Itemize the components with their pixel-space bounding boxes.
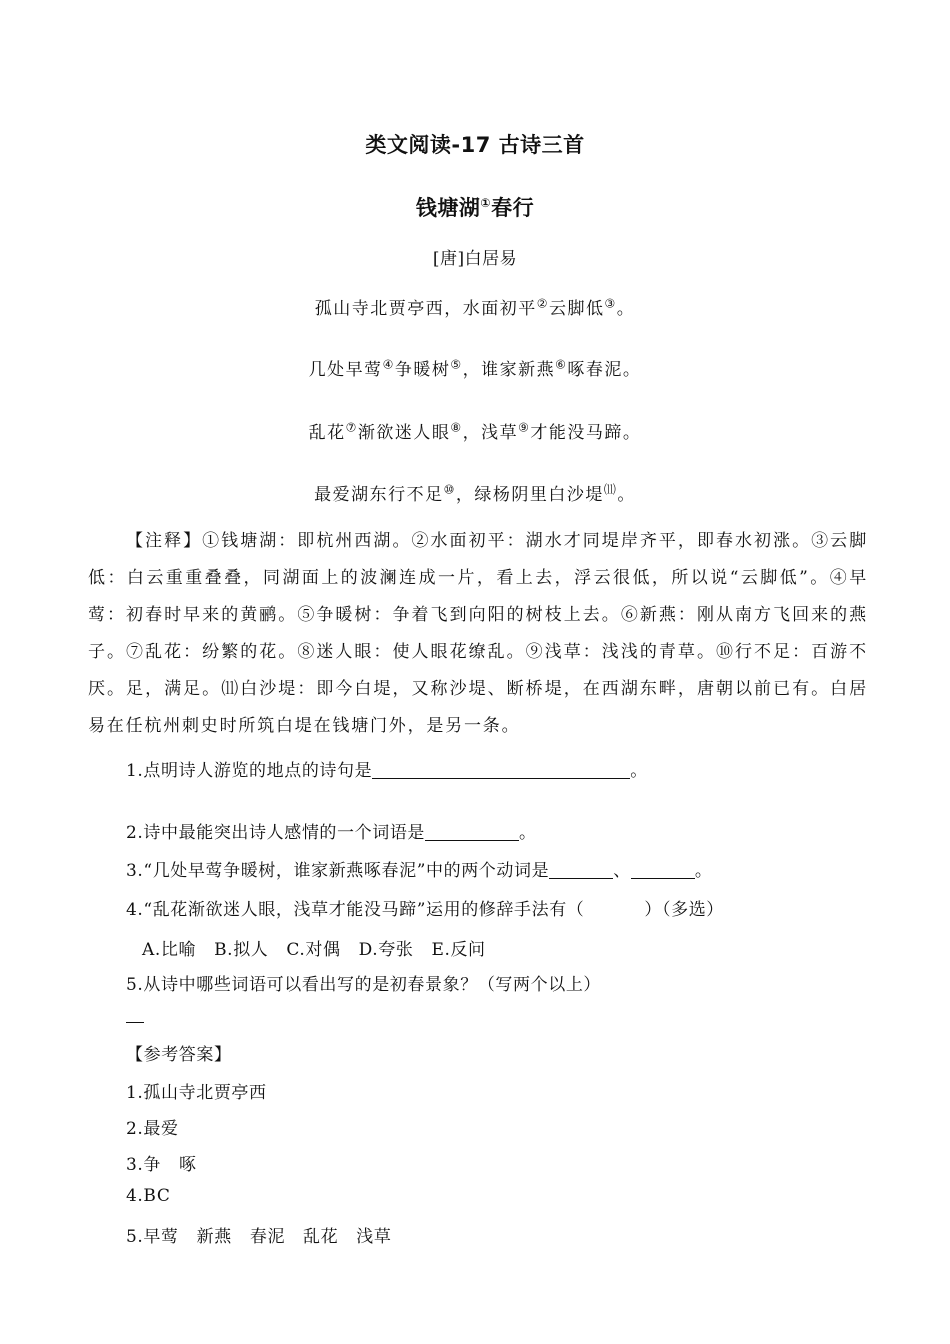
footnote-mark: ⑤: [450, 357, 463, 372]
answer-item: 1.孤山寺北贾亭西: [126, 1083, 267, 1103]
poem-author: [唐]白居易: [432, 249, 518, 269]
poem-text: 云脚低: [549, 299, 605, 319]
footnote-mark: ⑦: [345, 420, 358, 435]
poem-text: ，谁家新燕: [462, 360, 556, 380]
question-4: [126, 895, 724, 920]
option-item[interactable]: C.对偶: [286, 940, 341, 960]
poem-title-text-end: 春行: [491, 196, 535, 220]
question-text: 。: [519, 823, 537, 843]
answer-item: 2.最爱: [126, 1119, 179, 1139]
option-item[interactable]: B.拟人: [214, 940, 269, 960]
answer-item: 4.BC: [126, 1186, 171, 1206]
footnote-mark: ⑧: [450, 420, 463, 435]
answer-blank[interactable]: [425, 822, 519, 841]
poem-line: [0, 418, 950, 443]
option-item[interactable]: A.比喻: [142, 940, 197, 960]
question-text: 。: [694, 861, 713, 881]
poem-text: 几处早莺: [308, 360, 383, 380]
footnote-mark: ⑥: [555, 357, 568, 372]
question-3: [126, 856, 712, 881]
poem-text: 乱花: [308, 423, 346, 443]
poem-text: 争暖树: [394, 360, 451, 380]
poem-text: 渐欲迷人眼: [357, 423, 451, 443]
option-item[interactable]: E.反问: [431, 940, 486, 960]
question-text: 4.“乱花渐欲迷人眼，浅草才能没马蹄”运用的修辞手法有（: [126, 900, 585, 920]
footnote-mark: ⑩: [443, 482, 456, 497]
option-item[interactable]: D.夸张: [358, 940, 414, 960]
answer-blank[interactable]: [631, 860, 695, 879]
answer-blank[interactable]: [372, 760, 630, 779]
question-text: 、: [613, 861, 631, 881]
poem-text: 孤山寺北贾亭西，水面初平: [314, 299, 537, 319]
poem-text: 。: [616, 299, 636, 319]
question-text: 3.“几处早莺争暖树，谁家新燕啄春泥”中的两个动词是: [126, 861, 550, 881]
question-4-options: [142, 935, 504, 960]
question-text: ）（多选）: [644, 900, 724, 920]
poem-text: ，浅草: [462, 423, 519, 443]
poem-line: [0, 294, 950, 319]
question-text: 1.点明诗人游览的地点的诗句是: [126, 761, 373, 781]
poem-text: 啄春泥。: [567, 360, 642, 380]
page-title: 类文阅读-17 古诗三首: [365, 133, 585, 157]
footnote-mark: ①: [480, 196, 492, 210]
poem-title: [0, 192, 950, 222]
answer-item: 3.争 啄: [126, 1155, 197, 1175]
question-2: [126, 818, 537, 843]
poem-line: [0, 480, 950, 505]
answer-item: 5.早莺 新燕 春泥 乱花 浅草: [126, 1227, 392, 1247]
footnote-mark: ④: [382, 357, 395, 372]
footnote-mark: ⑨: [518, 420, 531, 435]
question-5: 5.从诗中哪些词语可以看出写的是初春景象？（写两个以上）: [126, 975, 602, 995]
poem-text: ，绿杨阴里白沙堤: [455, 485, 604, 505]
answers-heading: 【参考答案】: [126, 1045, 232, 1065]
question-text: 2.诗中最能突出诗人感情的一个词语是: [126, 823, 426, 843]
annotation-paragraph: 【注释】①钱塘湖：即杭州西湖。②水面初平：湖水才同堤岸齐平，即春水初涨。③云脚低：白云重重叠叠，同湖面上的波澜连成一片，看上去，浮云很低，所以说“云脚低”。④早莺：初春时早来的黄鹂。⑤争暖树：争着飞到向阳的树枝上去。⑥新燕：刚从南方飞回来的燕子。⑦乱花：纷繁的花。⑧迷人眼：使人眼花缭乱。⑨浅草：浅浅的青草。⑩行不足：百游不厌。足，满足。⑾白沙堤：即今白堤，又称沙堤、断桥堤，在西湖东畔，唐朝以前已有。白居易在任杭州刺史时所筑白堤在钱塘门外，是另一条。: [88, 531, 868, 736]
poem-line: [0, 355, 950, 380]
question-1: [126, 756, 648, 781]
poem-title-text: 钱塘湖: [415, 196, 481, 220]
poem-text: 才能没马蹄。: [530, 423, 642, 443]
footnote-mark: ②: [536, 296, 549, 311]
answer-blank[interactable]: [549, 860, 613, 879]
footnote-mark: ⑾: [603, 482, 618, 497]
question-text: 。: [630, 761, 648, 781]
footnote-mark: ③: [604, 296, 617, 311]
poem-text: 最爱湖东行不足: [314, 485, 444, 505]
answer-line: [126, 1022, 144, 1023]
poem-text: 。: [617, 485, 636, 505]
